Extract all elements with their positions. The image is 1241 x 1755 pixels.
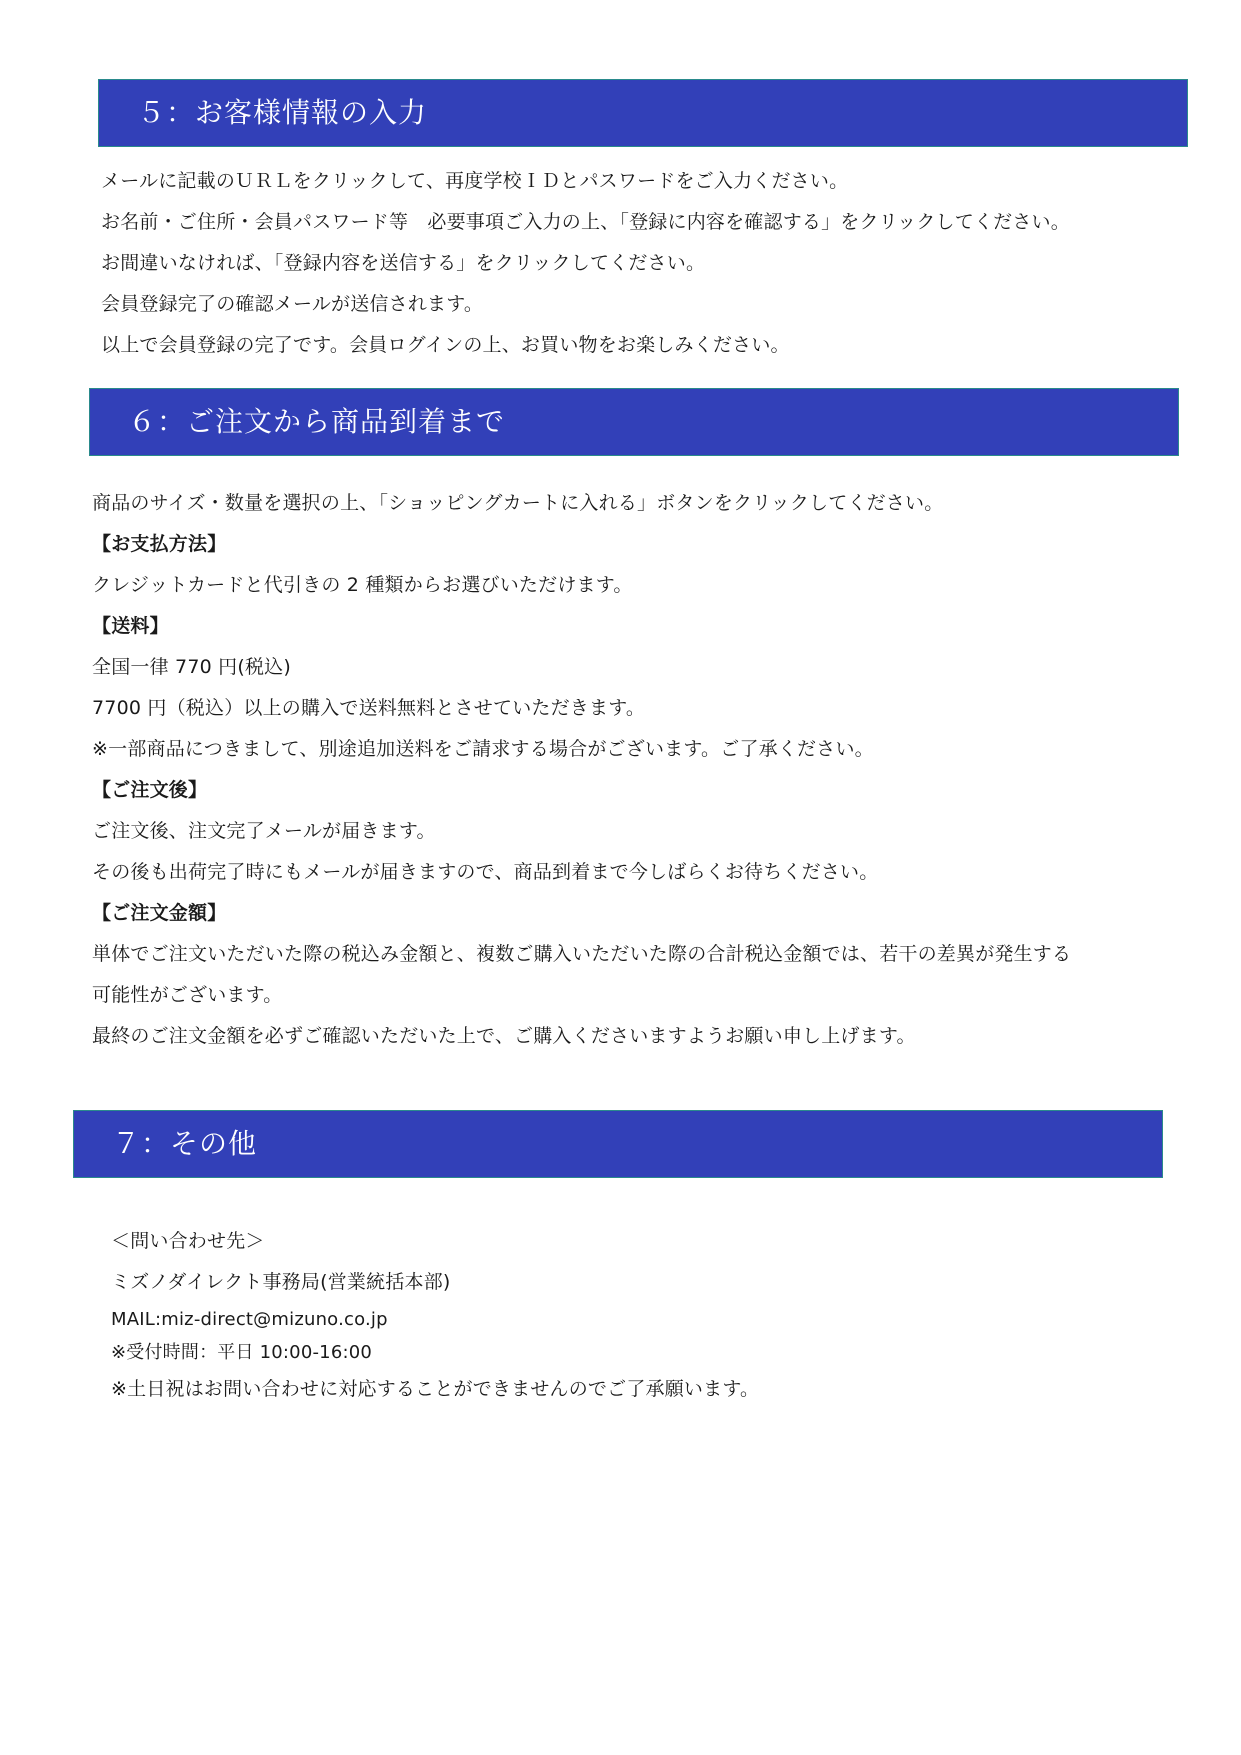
after-order-line-1: ご注文後、注文完了メールが届きます。	[92, 820, 436, 842]
contact-office: ミズノダイレクト事務局(営業統括本部)	[111, 1271, 451, 1293]
section-5-line-4: 会員登録完了の確認メールが送信されます。	[101, 293, 484, 315]
amount-line-2: 可能性がございます。	[92, 984, 283, 1006]
section-6-header	[89, 388, 1179, 456]
section-5-line-5: 以上で会員登録の完了です。会員ログインの上、お買い物をお楽しみください。	[101, 334, 790, 356]
shipping-heading: 【送料】	[92, 615, 169, 637]
shipping-line-3: ※一部商品につきまして、別途追加送料をご請求する場合がございます。ご了承ください。	[92, 738, 874, 760]
after-order-heading: 【ご注文後】	[92, 779, 208, 801]
payment-heading: 【お支払方法】	[92, 533, 227, 555]
contact-hours: ※受付時間：平日 10:00-16:00	[111, 1342, 373, 1363]
section-6-body	[92, 483, 1071, 1057]
contact-mail: MAIL:miz-direct@mizuno.co.jp	[111, 1309, 388, 1330]
amount-line-1: 単体でご注文いただいた際の税込み金額と、複数ご購入いただいた際の合計税込金額では、若干の差異が発生する	[92, 943, 1072, 965]
section-6-title: ６：ご注文から商品到着まで	[128, 405, 506, 438]
shipping-line-2: 7700 円（税込）以上の購入で送料無料とさせていただきます。	[92, 697, 646, 719]
section-7-title: ７：その他	[112, 1127, 258, 1160]
section-5-line-1: メールに記載のＵＲＬをクリックして、再度学校ＩＤとパスワードをご入力ください。	[101, 170, 849, 192]
shipping-line-1: 全国一律 770 円(税込)	[92, 656, 291, 678]
section-5-body	[101, 161, 1070, 366]
after-order-line-2: その後も出荷完了時にもメールが届きますので、商品到着まで今しばらくお待ちください。	[92, 861, 879, 883]
amount-line-3: 最終のご注文金額を必ずご確認いただいた上で、ご購入くださいますようお願い申し上げます。	[92, 1025, 916, 1047]
section-5-line-2: お名前・ご住所・会員パスワード等 必要事項ご入力の上、「登録に内容を確認する」をクリックしてください。	[101, 211, 1070, 233]
section-7-header	[73, 1110, 1163, 1178]
contact-note: ※土日祝はお問い合わせに対応することができませんのでご了承願います。	[111, 1378, 760, 1400]
section-5-header	[98, 79, 1188, 147]
section-6-intro: 商品のサイズ・数量を選択の上、「ショッピングカートに入れる」ボタンをクリックしてください。	[92, 492, 944, 514]
payment-text: クレジットカードと代引きの 2 種類からお選びいただけます。	[92, 574, 633, 596]
section-5-title: ５：お客様情報の入力	[137, 96, 428, 129]
section-7-body	[111, 1221, 759, 1410]
contact-heading: ＜問い合わせ先＞	[111, 1230, 265, 1252]
section-5-line-3: お間違いなければ、「登録内容を送信する」をクリックしてください。	[101, 252, 706, 274]
amount-heading: 【ご注文金額】	[92, 902, 227, 924]
